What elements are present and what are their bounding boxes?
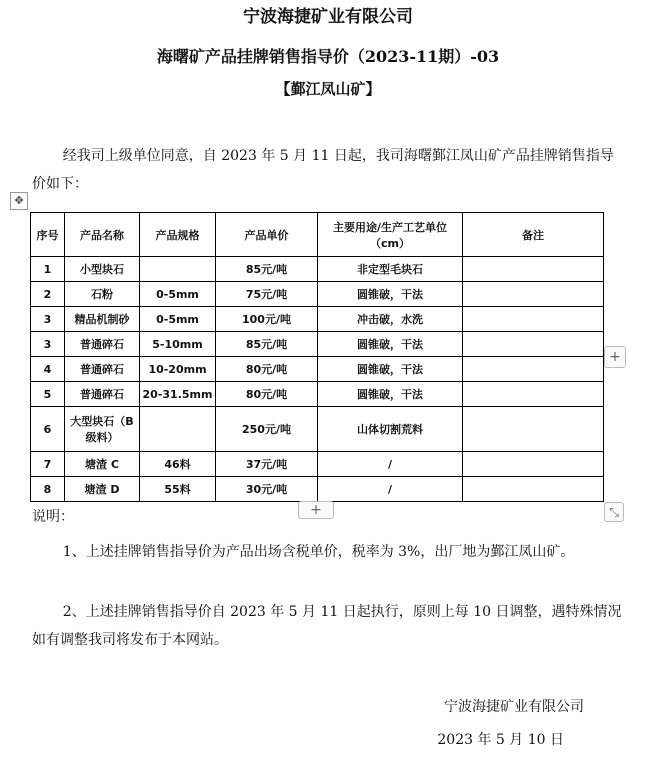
cell-unit-price[interactable]: 85元/吨 (216, 257, 318, 282)
cell-product-name[interactable]: 大型块石（B级料） (65, 407, 140, 452)
mine-name: 【鄞江凤山矿】 (275, 80, 381, 98)
cell-remarks[interactable] (463, 407, 604, 452)
cell-remarks[interactable] (463, 357, 604, 382)
cell-spec[interactable]: 10-20mm (140, 357, 216, 382)
table-row (31, 477, 604, 502)
signature-company: 宁波海捷矿业有限公司 (444, 699, 584, 715)
header-unit-price: 产品单价 (216, 213, 318, 257)
document-title: 海曙矿产品挂牌销售指导价（2023-11期）-03 (156, 47, 500, 66)
cell-remarks[interactable] (463, 477, 604, 502)
table-row (31, 257, 604, 282)
cell-unit-price[interactable]: 37元/吨 (216, 452, 318, 477)
table-row (31, 307, 604, 332)
cell-usage[interactable]: 圆锥破，干法 (318, 282, 463, 307)
cell-remarks[interactable] (463, 282, 604, 307)
cell-product-name[interactable]: 塘渣 D (65, 477, 140, 502)
cell-product-name[interactable]: 普通碎石 (65, 332, 140, 357)
cell-remarks[interactable] (463, 452, 604, 477)
table-row (31, 357, 604, 382)
signature-date: 2023 年 5 月 10 日 (437, 732, 564, 748)
cell-unit-price[interactable]: 85元/吨 (216, 332, 318, 357)
intro-paragraph: 经我司上级单位同意，自 2023 年 5 月 11 日起，我司海曙鄞江凤山矿产品挂牌销售指导价如下： (32, 148, 614, 192)
cell-product-name[interactable]: 普通碎石 (65, 382, 140, 407)
cell-usage[interactable]: / (318, 477, 463, 502)
table-row (31, 282, 604, 307)
header-spec: 产品规格 (140, 213, 216, 257)
header-usage: 主要用途/生产工艺单位（cm） (318, 213, 463, 257)
cell-remarks[interactable] (463, 257, 604, 282)
header-product-name: 产品名称 (65, 213, 140, 257)
table-move-icon[interactable]: ✥ (10, 192, 28, 210)
cell-unit-price[interactable]: 100元/吨 (216, 307, 318, 332)
note-item: 2、上述挂牌销售指导价自 2023 年 5 月 11 日起执行，原则上每 10 日调整，遇特殊情况如有调整我司将发布于本网站。 (32, 604, 622, 648)
cell-index[interactable]: 5 (31, 382, 65, 407)
cell-usage[interactable]: 圆锥破，干法 (318, 382, 463, 407)
cell-product-name[interactable]: 普通碎石 (65, 357, 140, 382)
cell-product-name[interactable]: 精品机制砂 (65, 307, 140, 332)
cell-index[interactable]: 6 (31, 407, 65, 452)
notes-title: 说明： (32, 509, 74, 525)
cell-product-name[interactable]: 石粉 (65, 282, 140, 307)
table-resize-icon[interactable]: ⤡ (604, 502, 624, 522)
cell-index[interactable]: 1 (31, 257, 65, 282)
note-item: 1、上述挂牌销售指导价为产品出场含税单价，税率为 3%，出厂地为鄞江凤山矿。 (62, 544, 575, 560)
header-remarks: 备注 (463, 213, 604, 257)
cell-spec[interactable]: 0-5mm (140, 282, 216, 307)
add-row-button[interactable]: + (298, 501, 334, 519)
header-index: 序号 (31, 213, 65, 257)
cell-spec[interactable]: 0-5mm (140, 307, 216, 332)
add-column-button[interactable]: + (604, 346, 626, 368)
cell-spec[interactable]: 55料 (140, 477, 216, 502)
cell-product-name[interactable]: 小型块石 (65, 257, 140, 282)
cell-index[interactable]: 3 (31, 332, 65, 357)
cell-remarks[interactable] (463, 382, 604, 407)
table-row (31, 382, 604, 407)
cell-usage[interactable]: 冲击破，水洗 (318, 307, 463, 332)
company-title: 宁波海捷矿业有限公司 (243, 7, 413, 27)
cell-spec[interactable]: 5-10mm (140, 332, 216, 357)
cell-index[interactable]: 8 (31, 477, 65, 502)
table-row (31, 452, 604, 477)
cell-unit-price[interactable]: 75元/吨 (216, 282, 318, 307)
table-row (31, 332, 604, 357)
cell-index[interactable]: 3 (31, 307, 65, 332)
cell-usage[interactable]: / (318, 452, 463, 477)
cell-product-name[interactable]: 塘渣 C (65, 452, 140, 477)
cell-spec[interactable] (140, 257, 216, 282)
cell-usage[interactable]: 圆锥破，干法 (318, 332, 463, 357)
cell-unit-price[interactable]: 250元/吨 (216, 407, 318, 452)
cell-spec[interactable] (140, 407, 216, 452)
cell-usage[interactable]: 非定型毛块石 (318, 257, 463, 282)
cell-remarks[interactable] (463, 307, 604, 332)
cell-usage[interactable]: 山体切割荒料 (318, 407, 463, 452)
cell-spec[interactable]: 46料 (140, 452, 216, 477)
cell-unit-price[interactable]: 80元/吨 (216, 357, 318, 382)
table-header-row (31, 213, 604, 257)
cell-index[interactable]: 7 (31, 452, 65, 477)
cell-usage[interactable]: 圆锥破，干法 (318, 357, 463, 382)
cell-unit-price[interactable]: 80元/吨 (216, 382, 318, 407)
cell-index[interactable]: 2 (31, 282, 65, 307)
price-table (30, 212, 604, 502)
table-row (31, 407, 604, 452)
cell-remarks[interactable] (463, 332, 604, 357)
cell-spec[interactable]: 20-31.5mm (140, 382, 216, 407)
cell-index[interactable]: 4 (31, 357, 65, 382)
cell-unit-price[interactable]: 30元/吨 (216, 477, 318, 502)
